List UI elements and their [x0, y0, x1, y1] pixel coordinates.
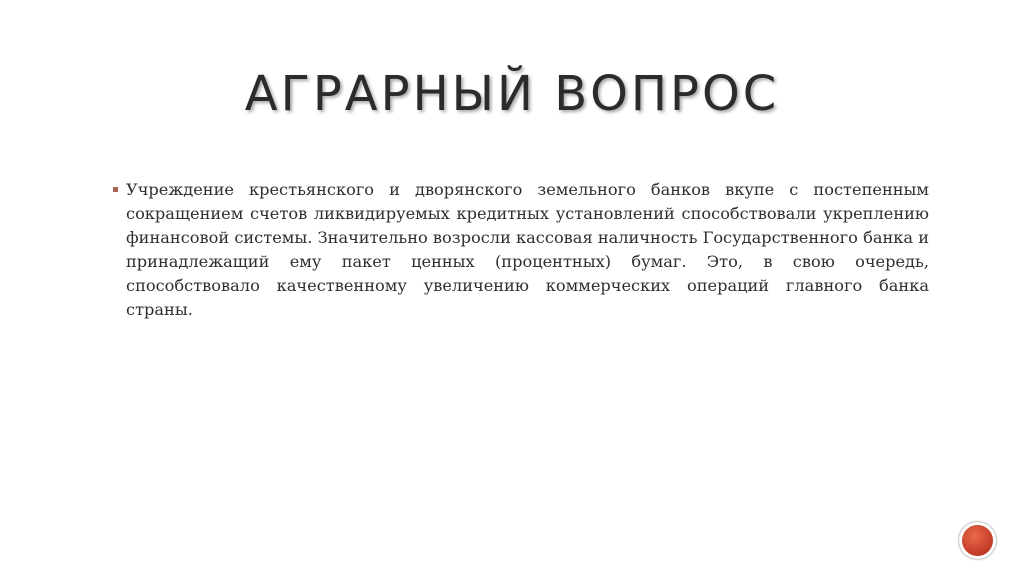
square-bullet-icon: [113, 187, 118, 192]
slide-title: АГРАРНЫЙ ВОПРОС: [244, 66, 780, 122]
slide-content: [126, 178, 929, 322]
circle-nav-button[interactable]: [959, 522, 996, 559]
bullet-item: [126, 178, 929, 322]
circle-nav-icon: [962, 525, 993, 556]
bullet-text: Учреждение крестьянского и дворянского земельного банков вкупе с постепенным сокращением счетов ликвидируемых кредитных установлений способствовали укреплению финансовой системы. Значительно возросли кассовая наличность Государственного банка и принадлежащий ему пакет ценных (процентных) бумаг. Это, в свою очередь, способствовало качественному увеличению коммерческих операций главного банка страны.: [126, 180, 929, 319]
